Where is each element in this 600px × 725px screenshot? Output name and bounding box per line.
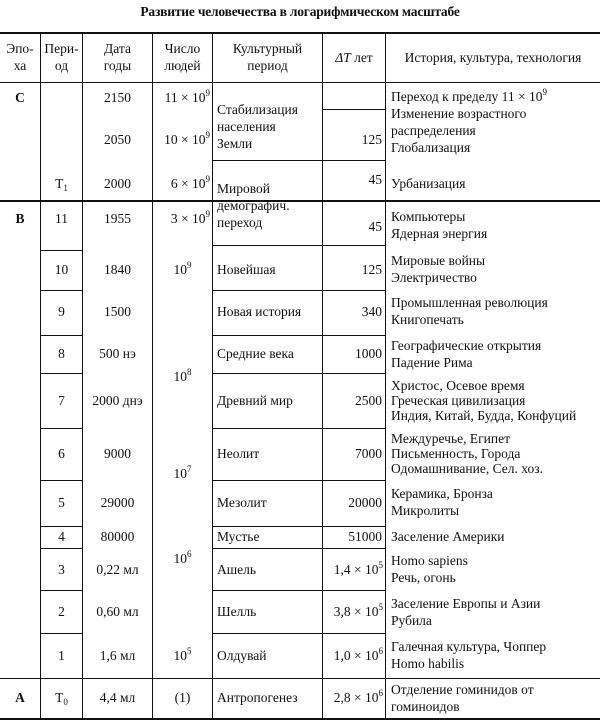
date-cell: 2000 (104, 176, 131, 191)
history-line: гоминоидов (391, 699, 460, 714)
period-11: 11 (55, 211, 68, 226)
people-cell (153, 369, 212, 385)
people-mantissa: 10 × 10 (164, 132, 206, 147)
row-line (40, 548, 82, 549)
history-line: Одомашнивание, Сел. хоз. (391, 461, 543, 476)
history-line: Компьютеры (391, 209, 466, 224)
delta-mantissa: 1,0 × 10 (333, 648, 379, 663)
cultural-ancient: Древний мир (217, 393, 293, 408)
header-period-line2: од (54, 58, 69, 73)
delta-cell: 51000 (348, 529, 382, 544)
history-line: Homo sapiens (391, 553, 468, 568)
cultural-line: Мировой (217, 181, 270, 196)
cultural-chellean: Шелль (217, 604, 257, 619)
row-line (212, 480, 385, 481)
header-delta (323, 49, 385, 66)
row-line (212, 245, 385, 246)
header-delta-symbol: ΔT (335, 50, 351, 65)
date-cell: 2050 (104, 132, 131, 147)
history-line: Отделение гоминидов от (391, 682, 534, 697)
history-line: Глобализация (391, 140, 471, 155)
history-line: Речь, огонь (391, 570, 456, 585)
cultural-line: Земли (217, 136, 253, 151)
row-line (40, 290, 82, 291)
history-line: распределения (391, 123, 476, 138)
delta-exp: 5 (378, 560, 383, 570)
epoch-c: C (15, 90, 25, 105)
people-cell (153, 132, 210, 148)
period-8: 8 (58, 346, 65, 361)
people-cell (153, 90, 210, 106)
epoch-a: A (15, 690, 25, 705)
history-line: Homo habilis (391, 656, 465, 671)
delta-mantissa: 1,4 × 10 (333, 562, 379, 577)
people-exp: 9 (205, 88, 210, 98)
history-b1 (391, 638, 599, 672)
history-line: Ядерная энергия (391, 226, 488, 241)
row-line (212, 548, 385, 549)
period-9: 9 (58, 304, 65, 319)
delta-cell: 2500 (355, 393, 382, 408)
delta-cell: 45 (368, 219, 382, 234)
period-6: 6 (58, 446, 65, 461)
header-people-line1: Число (164, 41, 201, 56)
header-people (153, 40, 212, 74)
history-line: Электричество (391, 270, 477, 285)
delta-cell: 340 (361, 304, 382, 319)
date-cell: 1500 (104, 304, 131, 319)
people-mantissa: 6 × 10 (170, 176, 206, 191)
period-10: 10 (54, 262, 69, 277)
header-bottom-border (0, 82, 600, 83)
people-mantissa: 3 × 10 (170, 211, 206, 226)
people-mantissa: 11 × 10 (164, 90, 206, 105)
header-date-line2: годы (103, 58, 132, 73)
header-cultural-line1: Культурный (232, 41, 303, 56)
delta-exp: 6 (378, 646, 383, 656)
row-line (322, 109, 385, 110)
date-cell: 2000 днэ (92, 393, 143, 408)
history-b4 (391, 529, 599, 545)
delta-cell: 125 (361, 262, 382, 277)
history-b7 (391, 378, 599, 423)
delta-cell: 125 (361, 132, 382, 147)
row-line (212, 373, 385, 374)
delta-cell: 45 (368, 172, 382, 187)
people-exp: 9 (205, 209, 210, 219)
row-line (212, 526, 385, 527)
period-t0-letter: T (55, 690, 64, 705)
period-4: 4 (58, 529, 65, 544)
history-exp: 9 (542, 87, 547, 97)
header-epoch (0, 40, 40, 74)
row-line (40, 590, 82, 591)
header-delta-unit: лет (350, 50, 373, 65)
delta-cell (323, 690, 383, 706)
header-epoch-line2: ха (13, 58, 27, 73)
people-cell (153, 551, 212, 567)
date-cell: 2150 (104, 90, 131, 105)
people-mantissa: 10 (173, 648, 187, 663)
history-line: Заселение Европы и Азии (391, 596, 541, 611)
people-exp: 9 (205, 174, 210, 184)
cultural-line: переход (217, 215, 263, 230)
header-epoch-line1: Эпо- (6, 41, 34, 56)
epoch-b-a-divider (0, 678, 600, 679)
period-3: 3 (58, 562, 65, 577)
cultural-mousterian: Мустье (217, 529, 260, 544)
delta-cell: 7000 (355, 446, 382, 461)
row-line (212, 160, 385, 161)
period-t1 (41, 176, 82, 192)
period-t0-sub: 0 (63, 697, 68, 707)
history-b5 (391, 485, 599, 519)
date-cell: 9000 (104, 446, 131, 461)
people-mantissa: 10 (173, 551, 187, 566)
cultural-line: населения (217, 119, 276, 134)
history-line: Промышленная революция (391, 295, 548, 310)
history-b10 (391, 252, 599, 286)
header-history: История, культура, технология (404, 50, 582, 65)
people-exp: 7 (187, 464, 192, 474)
history-line: Греческая цивилизация (391, 393, 526, 408)
history-line: Географические открытия (391, 338, 542, 353)
people-exp: 9 (205, 130, 210, 140)
history-line: Падение Рима (391, 355, 473, 370)
header-date-line1: Дата (104, 41, 131, 56)
period-t1-sub: 1 (63, 183, 68, 193)
period-5: 5 (58, 495, 65, 510)
people-cell (153, 262, 212, 278)
date-cell: 1955 (104, 211, 131, 226)
row-line (212, 428, 385, 429)
history-line: Урбанизация (391, 176, 466, 191)
delta-cell: 1000 (355, 346, 382, 361)
period-t0 (41, 690, 82, 706)
cultural-middle-ages: Средние века (217, 346, 294, 361)
header-people-line2: людей (164, 58, 201, 73)
table-bottom-border (0, 718, 600, 720)
row-line (40, 335, 82, 336)
row-line (212, 290, 385, 291)
delta-mantissa: 3,8 × 10 (333, 604, 379, 619)
history-line (391, 88, 599, 105)
people-cell (153, 648, 212, 664)
row-line (40, 250, 82, 251)
people-mantissa: 10 (173, 466, 187, 481)
header-date (83, 40, 152, 74)
history-b6 (391, 431, 599, 476)
people-exp: 6 (187, 549, 192, 559)
cultural-line: демографич. (217, 198, 290, 213)
history-text: Переход к пределу 11 × 10 (391, 89, 543, 104)
row-line (40, 526, 82, 527)
history-line: Книгопечать (391, 312, 464, 327)
delta-cell (323, 648, 383, 664)
row-line (212, 335, 385, 336)
delta-cell (323, 562, 383, 578)
row-line (40, 373, 82, 374)
date-cell: 1,6 мл (99, 648, 136, 663)
history-b2 (391, 595, 599, 629)
row-line (40, 428, 82, 429)
cultural-acheulean: Ашель (217, 562, 257, 577)
date-cell: 0,60 мл (96, 604, 139, 619)
history-line: Изменение возрастного (391, 106, 527, 121)
epoch-b: B (15, 211, 25, 226)
history-b11 (391, 208, 599, 242)
header-cultural-line2: период (247, 58, 288, 73)
people-exp: 9 (187, 260, 192, 270)
col-divider (212, 32, 213, 719)
date-cell: 80000 (100, 529, 135, 544)
date-cell: 500 нэ (99, 346, 136, 361)
row-line (40, 480, 82, 481)
row-line (212, 633, 385, 634)
history-line: Письменность, Города (391, 446, 521, 461)
period-1: 1 (58, 648, 65, 663)
cultural-newest: Новейшая (217, 262, 276, 277)
delta-exp: 5 (378, 602, 383, 612)
date-cell: 4,4 мл (99, 690, 136, 705)
row-line (40, 633, 82, 634)
people-exp: 5 (187, 646, 192, 656)
people-exp: 8 (187, 367, 192, 377)
history-line: Мировые войны (391, 253, 486, 268)
people-mantissa: 10 (173, 262, 187, 277)
history-line: Междуречье, Египет (391, 431, 510, 446)
history-line: Галечная культура, Чоппер (391, 639, 547, 654)
history-a (391, 681, 599, 715)
cultural-demographic-transition (217, 180, 290, 231)
people-cell (153, 176, 210, 192)
header-period-line1: Пери- (44, 41, 79, 56)
history-line: Заселение Америки (391, 529, 505, 544)
history-line: Индия, Китай, Будда, Конфуций (391, 408, 577, 423)
period-7: 7 (58, 393, 65, 408)
date-cell: 0,22 мл (96, 562, 139, 577)
col-divider (385, 32, 386, 719)
cultural-anthropogenesis: Антропогенез (217, 690, 298, 705)
history-line: Керамика, Бронза (391, 486, 493, 501)
header-cultural (213, 40, 322, 74)
cultural-stabilization (217, 101, 298, 152)
epoch-c-b-divider (0, 200, 600, 202)
cultural-neolith: Неолит (217, 446, 260, 461)
delta-exp: 6 (378, 688, 383, 698)
cultural-line: Стабилизация (217, 102, 298, 117)
row-line (212, 590, 385, 591)
people-cell (153, 466, 212, 482)
history-c (391, 88, 599, 156)
history-b8 (391, 337, 599, 371)
period-t1-letter: T (55, 176, 64, 191)
history-line: Микролиты (391, 503, 460, 518)
history-line: Христос, Осевое время (391, 378, 525, 393)
cultural-mesolith: Мезолит (217, 495, 267, 510)
table-top-border (0, 32, 600, 34)
cultural-new-history: Новая история (217, 304, 302, 319)
people-cell: (1) (174, 690, 191, 705)
period-2: 2 (58, 604, 65, 619)
history-b9 (391, 294, 599, 328)
delta-cell: 20000 (348, 495, 382, 510)
date-cell: 29000 (100, 495, 135, 510)
delta-cell (323, 604, 383, 620)
history-b3 (391, 552, 599, 586)
table-title: Развитие человечества в логарифмическом масштабе (140, 4, 460, 19)
date-cell: 1840 (104, 262, 131, 277)
people-mantissa: 10 (173, 369, 187, 384)
history-line: Рубила (391, 613, 432, 628)
header-period (41, 40, 82, 74)
cultural-olduvai: Олдувай (217, 648, 267, 663)
people-cell (153, 211, 210, 227)
delta-mantissa: 2,8 × 10 (333, 690, 379, 705)
